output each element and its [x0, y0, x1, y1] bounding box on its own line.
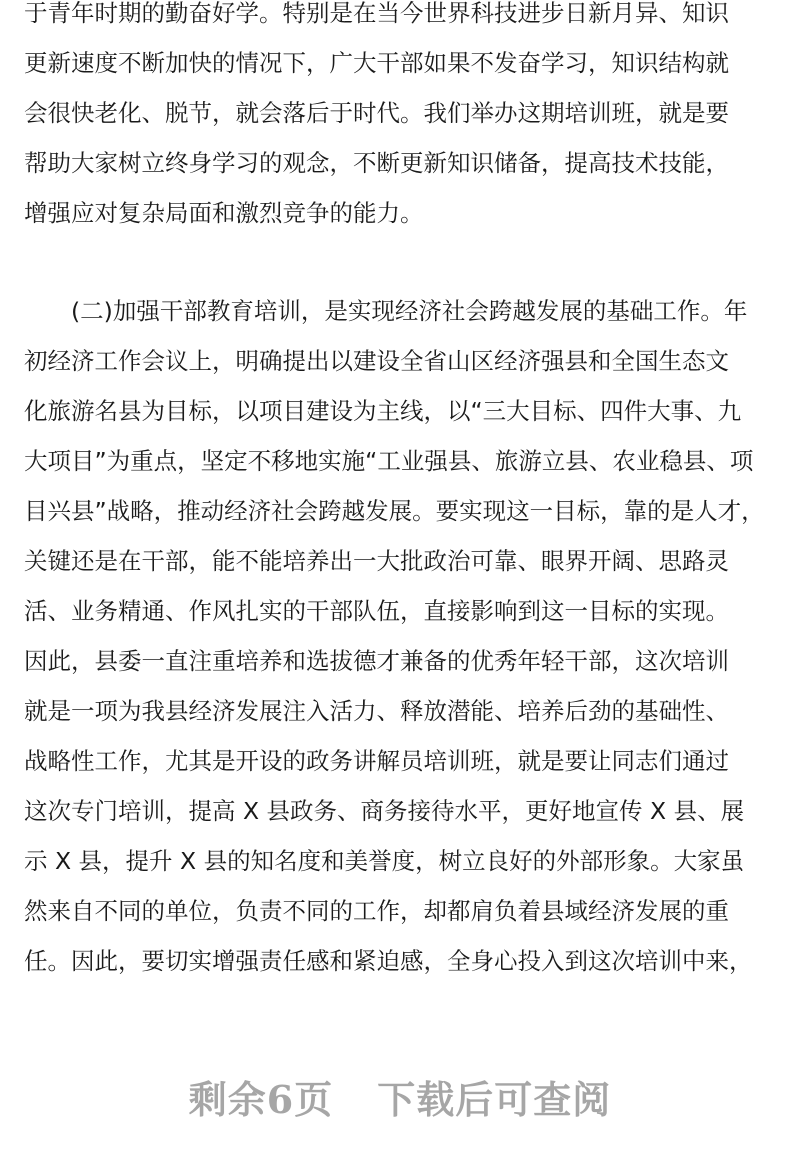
paragraph-2: [24, 286, 776, 986]
paragraph-line: 帮助大家树立终身学习的观念，不断更新知识储备，提高技术技能，: [24, 149, 729, 177]
paragraph-line: 初经济工作会议上，明确提出以建设全省山区经济强县和全国生态文: [24, 347, 729, 375]
download-to-view-text[interactable]: 下载后可查阅: [377, 1077, 612, 1122]
paragraph-line: 会很快老化、脱节，就会落后于时代。我们举办这期培训班，就是要: [24, 99, 729, 127]
paragraph-line: (二)加强干部教育培训，是实现经济社会跨越发展的基础工作。年: [71, 297, 748, 325]
paragraph-line: 战略性工作，尤其是开设的政务讲解员培训班，就是要让同志们通过: [24, 747, 729, 775]
paragraph-1: [24, 0, 776, 238]
paragraph-line: 然来自不同的单位，负责不同的工作，却都肩负着县域经济发展的重: [24, 897, 729, 925]
document-body: [24, 0, 776, 986]
paragraph-line: 目兴县”战略，推动经济社会跨越发展。要实现这一目标，靠的是人才，: [24, 497, 765, 525]
paragraph-line: 于青年时期的勤奋好学。特别是在当今世界科技进步日新月异、知识: [24, 0, 729, 27]
paragraph-line: 任。因此，要切实增强责任感和紧迫感，全身心投入到这次培训中来，: [24, 947, 753, 975]
paragraph-line: 化旅游名县为目标，以项目建设为主线，以“三大目标、四件大事、九: [24, 397, 742, 425]
paragraph-line: 大项目”为重点，坚定不移地实施“工业强县、旅游立县、农业稳县、项: [24, 447, 754, 475]
paragraph-line: 因此，县委一直注重培养和选拔德才兼备的优秀年轻干部，这次培训: [24, 647, 729, 675]
paragraph-line: 活、业务精通、作风扎实的干部队伍，直接影响到这一目标的实现。: [24, 597, 729, 625]
remaining-pages-text[interactable]: 剩余6页: [188, 1077, 334, 1122]
paragraph-line: 就是一项为我县经济发展注入活力、释放潜能、培养后劲的基础性、: [24, 697, 729, 725]
download-prompt[interactable]: [0, 1070, 800, 1150]
paragraph-line: 这次专门培训，提高 X 县政务、商务接待水平，更好地宣传 X 县、展: [24, 797, 745, 825]
paragraph-line: 增强应对复杂局面和激烈竞争的能力。: [24, 199, 424, 227]
paragraph-line: 更新速度不断加快的情况下，广大干部如果不发奋学习，知识结构就: [24, 49, 729, 77]
paragraph-line: 示 X 县，提升 X 县的知名度和美誉度，树立良好的外部形象。大家虽: [24, 847, 745, 875]
paragraph-line: 关键还是在干部，能不能培养出一大批政治可靠、眼界开阔、思路灵: [24, 547, 729, 575]
